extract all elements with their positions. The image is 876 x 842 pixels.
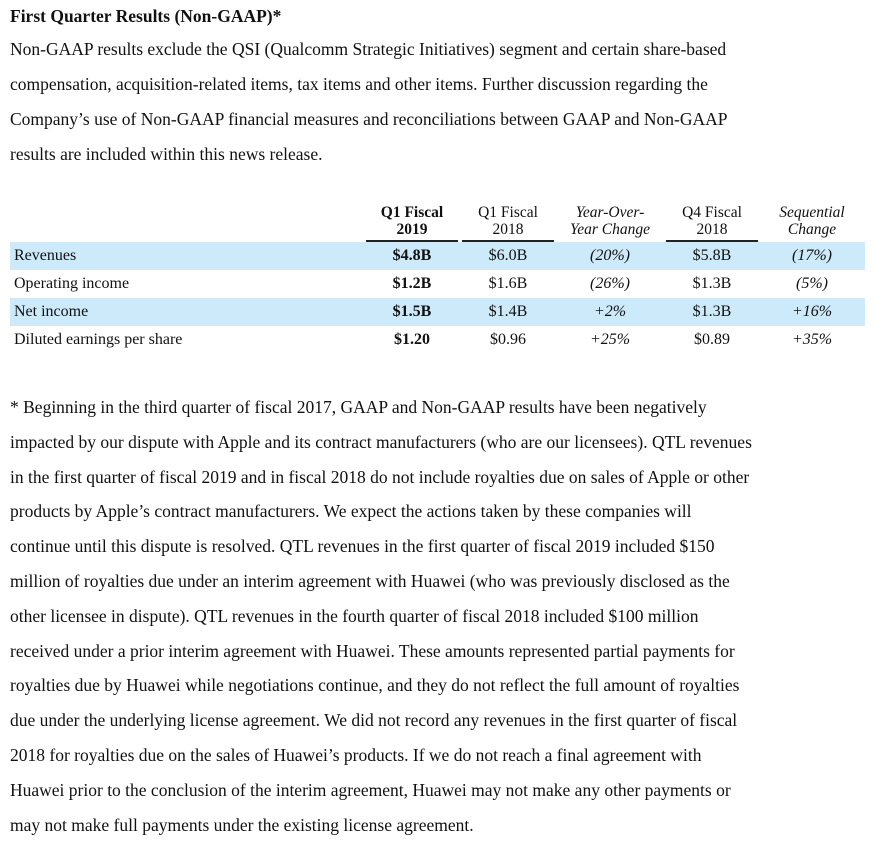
header-q1-fiscal-2018 [462, 204, 554, 242]
intro-line: results are included within this news release. [10, 144, 323, 164]
cell-value: +16% [791, 303, 833, 320]
cell-value: $0.96 [490, 331, 526, 348]
header-line: 2018 [492, 221, 524, 238]
footnote-line: Huawei prior to the conclusion of the interim agreement, Huawei may not make any other payments or [10, 779, 731, 800]
footnote-line: continue until this dispute is resolved. QTL revenues in the first quarter of fiscal 2019 included $150 [10, 536, 715, 557]
row-label: Net income [14, 303, 89, 320]
table-row-operating-income [10, 270, 865, 298]
footnote-line: in the first quarter of fiscal 2019 and in fiscal 2018 do not include royalties due on sales of Apple or other [10, 466, 750, 487]
table-row-diluted-eps [10, 326, 865, 354]
header-line: Q4 Fiscal [682, 204, 742, 221]
footnote-line: products by Apple’s contract manufacturers. We expect the actions taken by these companies will [10, 501, 692, 522]
cell-value: $4.8B [392, 247, 432, 264]
table-row-net-income [10, 298, 865, 326]
header-line: Q1 Fiscal [380, 204, 444, 221]
intro-line: Company’s use of Non-GAAP financial measures and reconciliations between GAAP and Non-GAAP [10, 109, 728, 129]
footnote-line: * Beginning in the third quarter of fiscal 2017, GAAP and Non-GAAP results have been negatively [10, 397, 707, 417]
footnote-line: million of royalties due under an interim agreement with Huawei (who was previously disclosed as the [10, 570, 730, 591]
cell-value: (17%) [792, 247, 832, 264]
cell-value: (5%) [796, 275, 828, 292]
row-label: Revenues [14, 247, 77, 264]
footnote-paragraph [10, 390, 870, 842]
header-line: Sequential [779, 204, 845, 221]
cell-value: (20%) [590, 247, 630, 264]
table-header [10, 204, 865, 242]
header-line: 2019 [396, 221, 428, 238]
intro-line: Non-GAAP results exclude the QSI (Qualcomm Strategic Initiatives) segment and certain share-based [10, 39, 727, 59]
table-row-revenues [10, 242, 865, 270]
header-line: Q1 Fiscal [478, 204, 538, 221]
cell-value: $1.6B [488, 275, 528, 292]
intro-paragraph [10, 32, 870, 172]
cell-value: $1.3B [692, 275, 732, 292]
cell-value: $6.0B [488, 247, 528, 264]
header-line: 2018 [696, 221, 728, 238]
cell-value: $1.3B [692, 303, 732, 320]
header-line: Year-Over- [575, 204, 645, 221]
header-q1-fiscal-2019 [366, 204, 458, 242]
cell-value: $1.2B [392, 275, 432, 292]
header-yoy-change [558, 204, 662, 242]
cell-value: $0.89 [694, 331, 730, 348]
footnote-line: may not make full payments under the existing license agreement. [10, 814, 474, 835]
footnote-line: royalties due by Huawei while negotiations continue, and they do not reflect the full amount of royalties [10, 675, 740, 696]
header-line: Year Change [570, 221, 650, 238]
footnote-line: impacted by our dispute with Apple and its contract manufacturers (who are our licensees). QTL revenues [10, 431, 752, 452]
header-q4-fiscal-2018 [666, 204, 758, 242]
footnote-line: due under the underlying license agreement. We did not record any revenues in the first quarter of fiscal [10, 710, 738, 731]
row-label: Diluted earnings per share [14, 331, 183, 348]
row-label: Operating income [14, 275, 130, 292]
header-line: Change [787, 221, 837, 238]
footnote-line: received under a prior interim agreement with Huawei. These amounts represented partial payments for [10, 640, 735, 661]
cell-value: +35% [791, 331, 833, 348]
cell-value: +2% [593, 303, 627, 320]
cell-value: +25% [589, 331, 631, 348]
section-title: First Quarter Results (Non-GAAP)* [10, 6, 282, 26]
cell-value: $1.20 [394, 331, 430, 348]
footnote-line: 2018 for royalties due on the sales of Huawei’s products. If we do not reach a final agreement with [10, 744, 702, 765]
footnote-line: other licensee in dispute). QTL revenues in the fourth quarter of fiscal 2018 included $100 million [10, 605, 699, 626]
intro-line: compensation, acquisition-related items, tax items and other items. Further discussion regarding the [10, 74, 708, 94]
cell-value: (26%) [590, 275, 630, 292]
cell-value: $5.8B [692, 247, 732, 264]
cell-value: $1.5B [392, 303, 432, 320]
results-table [10, 204, 865, 354]
cell-value: $1.4B [488, 303, 528, 320]
header-sequential-change [762, 204, 862, 242]
